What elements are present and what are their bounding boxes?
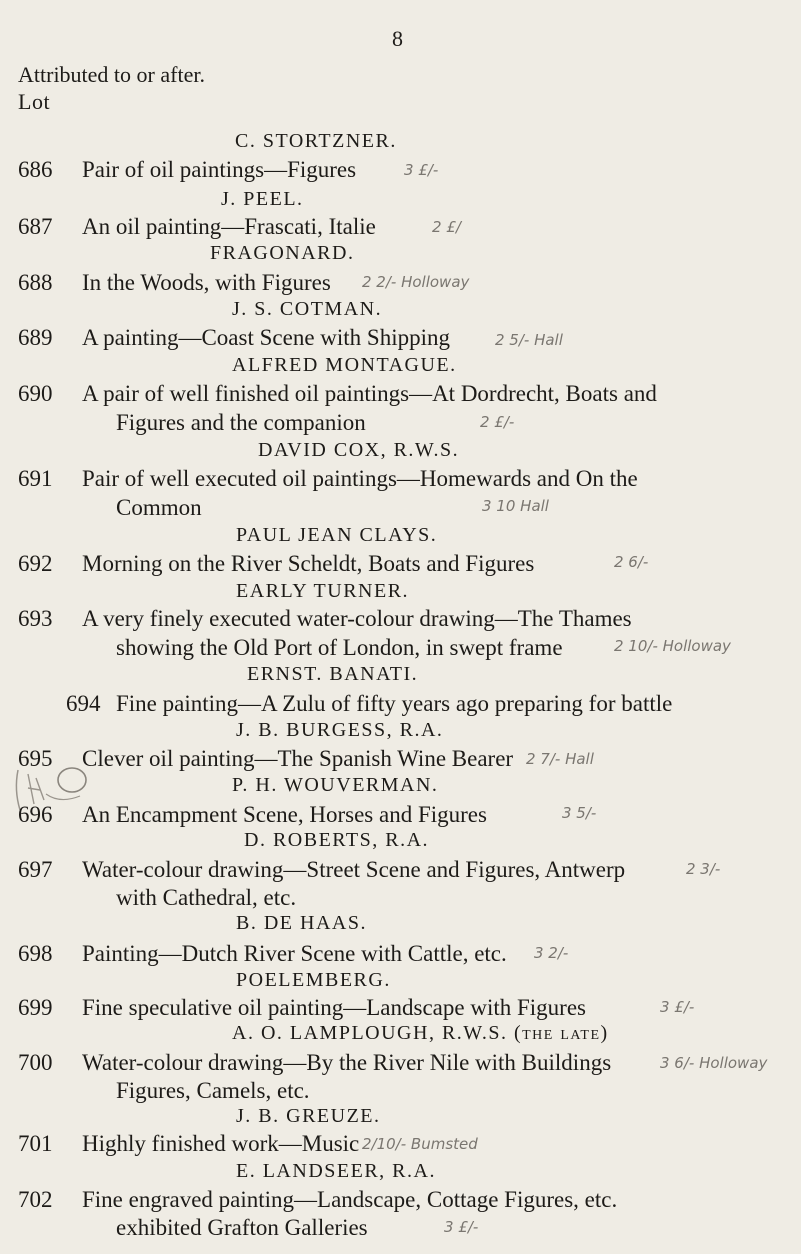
handwritten-note: 3 2/- (534, 943, 569, 962)
section-header: Attributed to or after. (18, 62, 205, 87)
lot-description: Fine painting—A Zulu of fifty years ago preparing for battle (116, 691, 673, 717)
artist-name: C. STORTZNER. (235, 129, 397, 152)
artist-name: ERNST. BANATI. (247, 662, 419, 685)
lot-description: An oil painting—Frascati, Italie (82, 213, 376, 239)
handwritten-note: 2 7/- Hall (526, 750, 594, 769)
artist-name: A. O. LAMPLOUGH, R.W.S. (the late) (232, 1022, 609, 1045)
lot-description: In the Woods, with Figures (82, 269, 331, 295)
lot-number: 699 (18, 994, 53, 1020)
lot-description-continued: with Cathedral, etc. (116, 884, 297, 910)
lot-number: 686 (18, 156, 53, 182)
lot-number: 695 (18, 746, 53, 772)
lot-number: 693 (18, 606, 53, 632)
lot-number: 697 (18, 857, 53, 883)
lot-description: Clever oil painting—The Spanish Wine Bearer (82, 746, 514, 772)
artist-name: DAVID COX, R.W.S. (258, 439, 460, 462)
handwritten-note: 3 £/- (660, 998, 695, 1017)
lot-description-continued: exhibited Grafton Galleries (116, 1215, 368, 1240)
artist-name: J. PEEL. (221, 187, 304, 210)
handwritten-note: 2/10/- Bumsted (362, 1134, 478, 1153)
lot-number: 702 (18, 1187, 53, 1213)
lot-number: 688 (18, 269, 53, 295)
lot-description: Highly finished work—Music (82, 1131, 360, 1157)
artist-name: J. B. BURGESS, R.A. (236, 718, 444, 741)
lot-number: 690 (18, 380, 53, 406)
artist-name: E. LANDSEER, R.A. (236, 1159, 436, 1182)
artist-name: EARLY TURNER. (236, 579, 410, 602)
artist-name: FRAGONARD. (210, 242, 355, 265)
handwritten-note: 3 £/- (444, 1217, 479, 1236)
lot-description: Water-colour drawing—By the River Nile with Buildings (82, 1049, 612, 1075)
lot-description: A very finely executed water-colour drawing—The Thames (82, 606, 632, 632)
lot-number: 694 (66, 691, 101, 717)
page-number: 8 (392, 26, 403, 51)
handwritten-note: 2 2/- Holloway (362, 272, 470, 291)
lot-description: Water-colour drawing—Street Scene and Figures, Antwerp (82, 857, 626, 883)
lot-number: 701 (18, 1131, 53, 1157)
lot-description: Fine engraved painting—Landscape, Cottage Figures, etc. (82, 1187, 618, 1213)
lot-number: 696 (18, 801, 53, 827)
lot-number: 689 (18, 325, 53, 351)
lot-description: Painting—Dutch River Scene with Cattle, etc. (82, 941, 507, 967)
lot-number: 698 (18, 941, 53, 967)
lot-description: Pair of oil paintings—Figures (82, 156, 357, 182)
lot-column-heading: Lot (18, 89, 51, 114)
handwritten-note: 3 £/- (404, 161, 439, 180)
lot-number: 687 (18, 213, 53, 239)
artist-name: J. S. COTMAN. (232, 298, 383, 321)
handwritten-note: 3 5/- (562, 804, 597, 823)
artist-name: P. H. WOUVERMAN. (232, 774, 439, 797)
handwritten-note: 2 10/- Holloway (614, 636, 731, 655)
handwritten-note: 2 £/- (480, 412, 515, 431)
handwritten-note: 2 6/- (614, 552, 649, 571)
artist-name: B. DE HAAS. (236, 912, 367, 935)
artist-name: POELEMBERG. (236, 968, 391, 991)
handwritten-note: 3 10 Hall (482, 497, 549, 516)
lot-description: Fine speculative oil painting—Landscape with Figures (82, 994, 586, 1020)
lot-number: 700 (18, 1049, 53, 1075)
artist-name: J. B. GREUZE. (236, 1105, 381, 1128)
lot-description: A painting—Coast Scene with Shipping (82, 325, 450, 351)
lot-description: An Encampment Scene, Horses and Figures (82, 801, 487, 827)
lot-number: 691 (18, 466, 53, 492)
lot-description: Morning on the River Scheldt, Boats and Figures (82, 551, 535, 577)
lot-description-continued: Figures, Camels, etc. (116, 1078, 310, 1104)
lot-number: 692 (18, 551, 53, 577)
lot-description: Pair of well executed oil paintings—Homewards and On the (82, 466, 638, 492)
handwritten-note: 2 £/ (432, 218, 461, 237)
handwritten-note: 3 6/- Holloway (660, 1054, 768, 1073)
handwritten-note: 2 3/- (686, 859, 721, 878)
lot-description-continued: showing the Old Port of London, in swept frame (116, 634, 563, 660)
artist-name: D. ROBERTS, R.A. (244, 829, 430, 852)
artist-name: PAUL JEAN CLAYS. (236, 524, 438, 547)
lot-description: A pair of well finished oil paintings—At Dordrecht, Boats and (82, 380, 657, 406)
lot-description-continued: Common (116, 494, 202, 520)
artist-name: ALFRED MONTAGUE. (232, 353, 457, 376)
lot-description-continued: Figures and the companion (116, 410, 366, 436)
handwritten-note: 2 5/- Hall (495, 330, 563, 349)
